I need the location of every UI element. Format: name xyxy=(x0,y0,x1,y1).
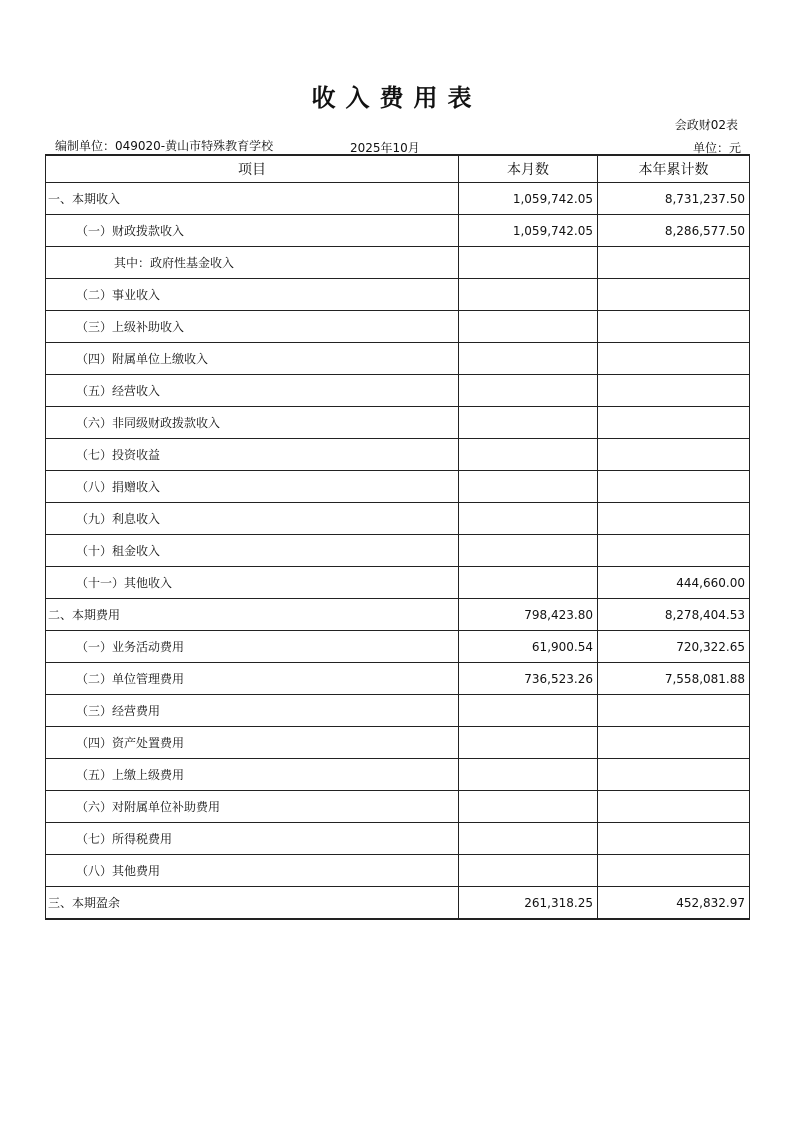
row-month-value xyxy=(459,823,598,855)
row-month-value: 798,423.80 xyxy=(459,599,598,631)
row-label: （三）上级补助收入 xyxy=(46,311,459,343)
row-ytd-value xyxy=(598,759,750,791)
table-row xyxy=(46,759,750,791)
table-row xyxy=(46,247,750,279)
row-month-value: 261,318.25 xyxy=(459,887,598,920)
table-row xyxy=(46,567,750,599)
row-month-value xyxy=(459,471,598,503)
header-month: 本月数 xyxy=(459,155,598,183)
row-month-value xyxy=(459,247,598,279)
row-month-value xyxy=(459,695,598,727)
table-row xyxy=(46,311,750,343)
row-month-value: 1,059,742.05 xyxy=(459,215,598,247)
row-ytd-value: 8,286,577.50 xyxy=(598,215,750,247)
row-label: （九）利息收入 xyxy=(46,503,459,535)
row-month-value xyxy=(459,279,598,311)
row-ytd-value: 452,832.97 xyxy=(598,887,750,920)
row-ytd-value xyxy=(598,855,750,887)
table-row xyxy=(46,791,750,823)
table-row xyxy=(46,535,750,567)
row-label: （十一）其他收入 xyxy=(46,567,459,599)
row-month-value xyxy=(459,567,598,599)
table-row xyxy=(46,695,750,727)
table-row xyxy=(46,663,750,695)
row-ytd-value xyxy=(598,247,750,279)
table-row xyxy=(46,631,750,663)
row-ytd-value xyxy=(598,343,750,375)
row-label: （四）资产处置费用 xyxy=(46,727,459,759)
row-label: （二）事业收入 xyxy=(46,279,459,311)
row-label: 其中：政府性基金收入 xyxy=(46,247,459,279)
table-row xyxy=(46,215,750,247)
table-row xyxy=(46,439,750,471)
row-label: （七）投资收益 xyxy=(46,439,459,471)
table-row xyxy=(46,855,750,887)
income-expense-table xyxy=(45,154,750,920)
row-ytd-value xyxy=(598,407,750,439)
row-ytd-value xyxy=(598,823,750,855)
row-month-value xyxy=(459,535,598,567)
row-label: 三、本期盈余 xyxy=(46,887,459,920)
currency-unit: 单位：元 xyxy=(692,141,741,155)
row-label: （五）上缴上级费用 xyxy=(46,759,459,791)
row-label: （七）所得税费用 xyxy=(46,823,459,855)
row-label: （八）其他费用 xyxy=(46,855,459,887)
row-label: （一）财政拨款收入 xyxy=(46,215,459,247)
row-month-value xyxy=(459,759,598,791)
row-label: 二、本期费用 xyxy=(46,599,459,631)
table-row xyxy=(46,375,750,407)
row-ytd-value: 8,278,404.53 xyxy=(598,599,750,631)
form-code: 会政财02表 xyxy=(674,118,738,132)
row-ytd-value xyxy=(598,375,750,407)
table-row xyxy=(46,407,750,439)
row-month-value xyxy=(459,439,598,471)
row-label: （一）业务活动费用 xyxy=(46,631,459,663)
table-row xyxy=(46,727,750,759)
table-row xyxy=(46,279,750,311)
row-ytd-value xyxy=(598,503,750,535)
row-ytd-value xyxy=(598,791,750,823)
row-ytd-value xyxy=(598,471,750,503)
row-label: （八）捐赠收入 xyxy=(46,471,459,503)
row-label: （五）经营收入 xyxy=(46,375,459,407)
table-row xyxy=(46,183,750,215)
table-row xyxy=(46,471,750,503)
row-label: （四）附属单位上缴收入 xyxy=(46,343,459,375)
header-ytd: 本年累计数 xyxy=(598,155,750,183)
row-ytd-value xyxy=(598,279,750,311)
report-period: 2025年10月 xyxy=(350,141,420,155)
row-ytd-value: 720,322.65 xyxy=(598,631,750,663)
row-label: （三）经营费用 xyxy=(46,695,459,727)
row-ytd-value xyxy=(598,311,750,343)
row-ytd-value xyxy=(598,535,750,567)
row-month-value: 736,523.26 xyxy=(459,663,598,695)
table-row xyxy=(46,823,750,855)
row-label: 一、本期收入 xyxy=(46,183,459,215)
row-label: （六）非同级财政拨款收入 xyxy=(46,407,459,439)
row-month-value xyxy=(459,791,598,823)
row-month-value xyxy=(459,855,598,887)
row-month-value xyxy=(459,375,598,407)
row-ytd-value: 8,731,237.50 xyxy=(598,183,750,215)
row-ytd-value xyxy=(598,727,750,759)
row-month-value xyxy=(459,407,598,439)
row-month-value xyxy=(459,727,598,759)
row-month-value xyxy=(459,503,598,535)
table-row xyxy=(46,343,750,375)
row-ytd-value xyxy=(598,439,750,471)
row-month-value xyxy=(459,343,598,375)
row-label: （二）单位管理费用 xyxy=(46,663,459,695)
table-row xyxy=(46,503,750,535)
row-label: （十）租金收入 xyxy=(46,535,459,567)
row-ytd-value: 444,660.00 xyxy=(598,567,750,599)
table-row xyxy=(46,599,750,631)
table-row xyxy=(46,887,750,920)
reporting-entity: 编制单位：049020-黄山市特殊教育学校 xyxy=(55,139,274,153)
row-ytd-value: 7,558,081.88 xyxy=(598,663,750,695)
row-ytd-value xyxy=(598,695,750,727)
table-header-row xyxy=(46,155,750,183)
header-item: 项目 xyxy=(46,155,459,183)
row-month-value xyxy=(459,311,598,343)
row-month-value: 61,900.54 xyxy=(459,631,598,663)
row-month-value: 1,059,742.05 xyxy=(459,183,598,215)
row-label: （六）对附属单位补助费用 xyxy=(46,791,459,823)
report-title: 收入费用表 xyxy=(311,84,482,112)
